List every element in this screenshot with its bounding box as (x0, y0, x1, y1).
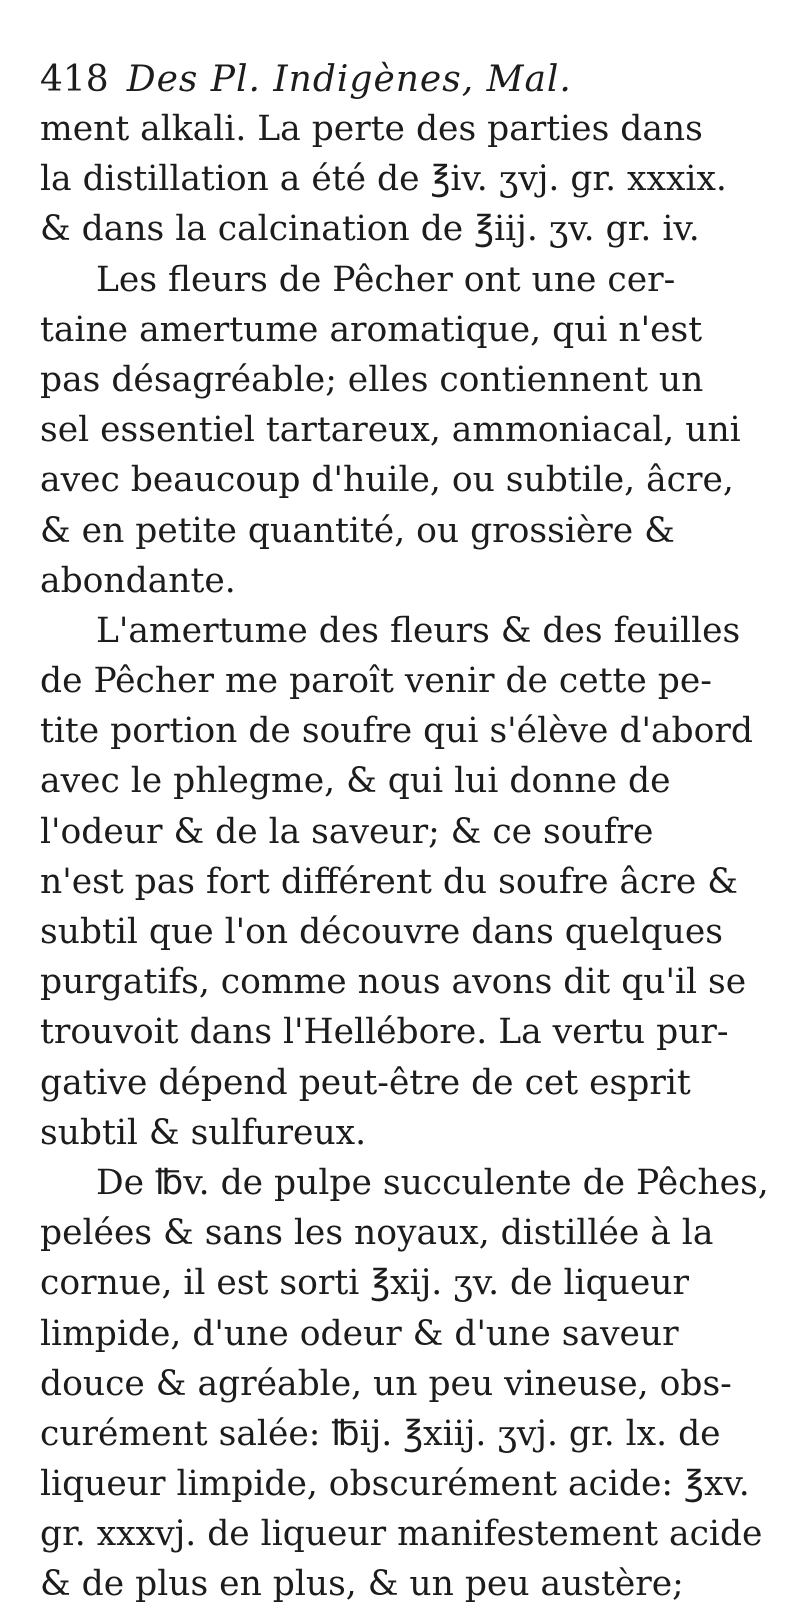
text-line: & de plus en plus, & un peu austère; (40, 1564, 684, 1605)
text-line: trouvoit dans l'Hellébore. La vertu pur- (40, 1012, 729, 1053)
text-line: sel essentiel tartareux, ammoniacal, uni (40, 410, 741, 451)
text-line: subtil & sulfureux. (40, 1112, 367, 1153)
text-line: avec beaucoup d'huile, ou subtile, âcre, (40, 460, 734, 501)
text-line: gative dépend peut-être de cet esprit (40, 1062, 691, 1103)
text-line: abondante. (40, 560, 236, 601)
page-body (40, 104, 769, 1610)
page-number: 418 (40, 59, 109, 100)
text-line: De ℔v. de pulpe succulente de Pêches, (96, 1162, 769, 1203)
text-line: purgatifs, comme nous avons dit qu'il se (40, 962, 747, 1003)
text-line: l'odeur & de la saveur; & ce soufre (40, 811, 654, 852)
text-line: n'est pas fort différent du soufre âcre & (40, 861, 738, 902)
page-header (40, 60, 572, 100)
text-line: tite portion de soufre qui s'élève d'abord (40, 711, 753, 752)
text-line: ment alkali. La perte des parties dans (40, 109, 703, 149)
text-line: de Pêcher me paroît venir de cette pe- (40, 661, 712, 702)
text-line: avec le phlegme, & qui lui donne de (40, 761, 671, 802)
running-title: Des Pl. Indigènes, Mal. (126, 59, 572, 100)
text-line: subtil que l'on découvre dans quelques (40, 912, 723, 952)
text-line: pas désagréable; elles contiennent un (40, 359, 704, 400)
text-line: taine amertume aromatique, qui n'est (40, 309, 703, 350)
text-line: la distillation a été de ℥iv. ʒvj. gr. xxxix. (40, 159, 727, 200)
text-line: cornue, il est sorti ℥xij. ʒv. de liqueur (40, 1263, 690, 1304)
text-line: liqueur limpide, obscurément acide: ℥xv. (40, 1464, 750, 1505)
text-line: curément salée: ℔ij. ℥xiij. ʒvj. gr. lx. de (40, 1413, 721, 1454)
text-line: & dans la calcination de ℥iij. ʒv. gr. iv. (40, 209, 700, 250)
text-line: pelées & sans les noyaux, distillée à la (40, 1213, 714, 1254)
text-line: & en petite quantité, ou grossière & (40, 510, 675, 551)
text-line: douce & agréable, un peu vineuse, obs- (40, 1363, 732, 1404)
text-line: gr. xxxvj. de liqueur manifestement acide (40, 1514, 763, 1555)
text-line: limpide, d'une odeur & d'une saveur (40, 1313, 679, 1354)
text-line: Les fleurs de Pêcher ont une cer- (96, 259, 676, 300)
text-line: L'amertume des fleurs & des feuilles (96, 610, 741, 651)
